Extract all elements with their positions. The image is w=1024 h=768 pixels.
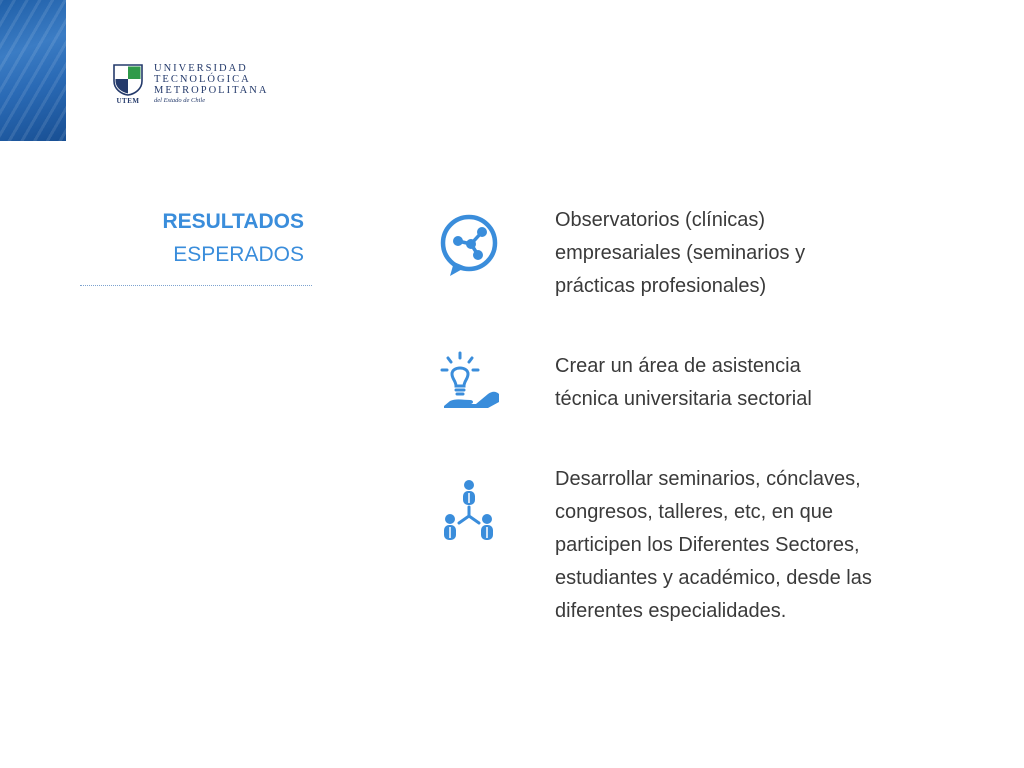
corner-decoration <box>0 0 66 141</box>
item-text-3: Desarrollar seminarios, cónclaves, congresos, talleres, etc, en que participen los Diferentes Sectores, estudiantes y académico, desde las diferentes especialidades. <box>555 468 872 622</box>
logo-line-3: METROPOLITANA <box>154 85 269 96</box>
logo-line-2: TECNOLÓGICA <box>154 74 251 85</box>
lightbulb-hand-icon <box>436 350 502 412</box>
item-text-2: Crear un área de asistencia técnica universitaria sectorial <box>555 355 812 410</box>
logo-abbreviation: UTEM <box>116 97 140 105</box>
dotted-divider <box>80 285 312 286</box>
people-network-icon <box>440 478 500 544</box>
logo-wordmark <box>154 63 268 104</box>
network-chat-icon <box>438 212 500 278</box>
heading-bold-text: RESULTADOS <box>162 210 304 233</box>
shield-icon <box>113 64 143 96</box>
heading-light-text: ESPERADOS <box>173 243 304 266</box>
logo-line-1: UNIVERSIDAD <box>154 63 248 74</box>
section-heading <box>162 206 304 272</box>
utem-logo <box>113 62 288 108</box>
logo-subtitle: del Estado de Chile <box>154 97 206 104</box>
item-text-1: Observatorios (clínicas) empresariales (seminarios y prácticas profesionales) <box>555 209 806 297</box>
